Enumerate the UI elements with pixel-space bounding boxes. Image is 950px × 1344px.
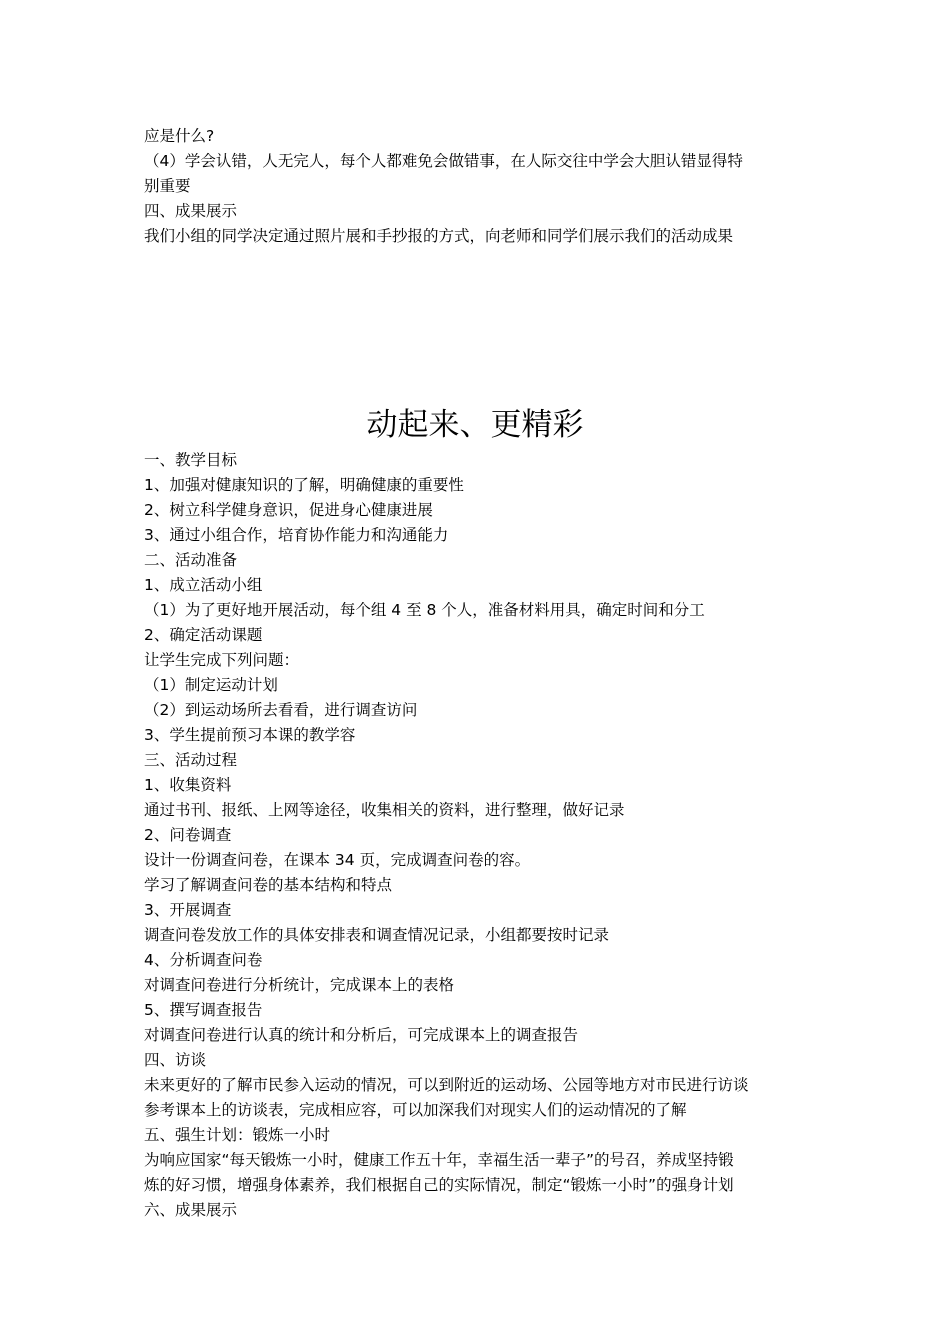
text-line: 1、成立活动小组 <box>144 576 263 594</box>
lesson-body <box>144 448 816 1223</box>
text-line: 5、撰写调查报告 <box>144 1001 263 1019</box>
text-line: 3、学生提前预习本课的教学容 <box>144 726 356 744</box>
text-line: （4）学会认错，人无完人，每个人都难免会做错事，在人际交往中学会大胆认错显得特 <box>144 152 743 170</box>
text-line: 3、开展调查 <box>144 901 232 919</box>
text-line: 炼的好习惯，增强身体素养，我们根据自己的实际情况，制定“锻炼一小时”的强身计划 <box>144 1176 734 1194</box>
text-line: 2、确定活动课题 <box>144 626 263 644</box>
section-heading: 三、活动过程 <box>144 751 238 769</box>
text-line: 为响应国家“每天锻炼一小时，健康工作五十年，幸福生活一辈子”的号召，养成坚持锻 <box>144 1151 734 1169</box>
text-line: 未来更好的了解市民参入运动的情况，可以到附近的运动场、公园等地方对市民进行访谈 <box>144 1076 749 1094</box>
text-line: 参考课本上的访谈表，完成相应容，可以加深我们对现实人们的运动情况的了解 <box>144 1101 687 1119</box>
text-line: 调查问卷发放工作的具体安排表和调查情况记录，小组都要按时记录 <box>144 926 610 944</box>
text-line: （1）为了更好地开展活动，每个组 4 至 8 个人，准备材料用具，确定时间和分工 <box>144 601 705 619</box>
section-heading: 二、活动准备 <box>144 551 238 569</box>
text-line: 别重要 <box>144 177 191 195</box>
text-line: 学习了解调查问卷的基本结构和特点 <box>144 876 393 894</box>
text-line: 应是什么? <box>144 127 215 145</box>
text-line: （1）制定运动计划 <box>144 676 278 694</box>
text-line: 1、加强对健康知识的了解，明确健康的重要性 <box>144 476 464 494</box>
text-line: 让学生完成下列问题： <box>144 651 300 669</box>
section-heading: 四、成果展示 <box>144 202 238 220</box>
text-line: 我们小组的同学决定通过照片展和手抄报的方式，向老师和同学们展示我们的活动成果 <box>144 227 734 245</box>
text-line: 设计一份调查问卷，在课本 34 页，完成调查问卷的容。 <box>144 851 531 869</box>
text-line: 4、分析调查问卷 <box>144 951 263 969</box>
text-line: 对调查问卷进行认真的统计和分析后，可完成课本上的调查报告 <box>144 1026 579 1044</box>
text-line: 3、通过小组合作，培育协作能力和沟通能力 <box>144 526 449 544</box>
previous-section-text <box>144 124 816 249</box>
text-line: 2、问卷调查 <box>144 826 232 844</box>
text-line: 对调查问卷进行分析统计，完成课本上的表格 <box>144 976 455 994</box>
text-line: 2、树立科学健身意识，促进身心健康进展 <box>144 501 433 519</box>
text-line: 1、收集资料 <box>144 776 232 794</box>
document-title: 动起来、更精彩 <box>366 407 584 443</box>
section-heading: 六、成果展示 <box>144 1201 238 1219</box>
section-heading: 五、强生计划：锻炼一小时 <box>144 1126 331 1144</box>
section-heading: 一、教学目标 <box>144 451 238 469</box>
section-heading: 四、访谈 <box>144 1051 207 1069</box>
text-line: （2）到运动场所去看看，进行调查访问 <box>144 701 418 719</box>
text-line: 通过书刊、报纸、上网等途径，收集相关的资料，进行整理，做好记录 <box>144 801 625 819</box>
